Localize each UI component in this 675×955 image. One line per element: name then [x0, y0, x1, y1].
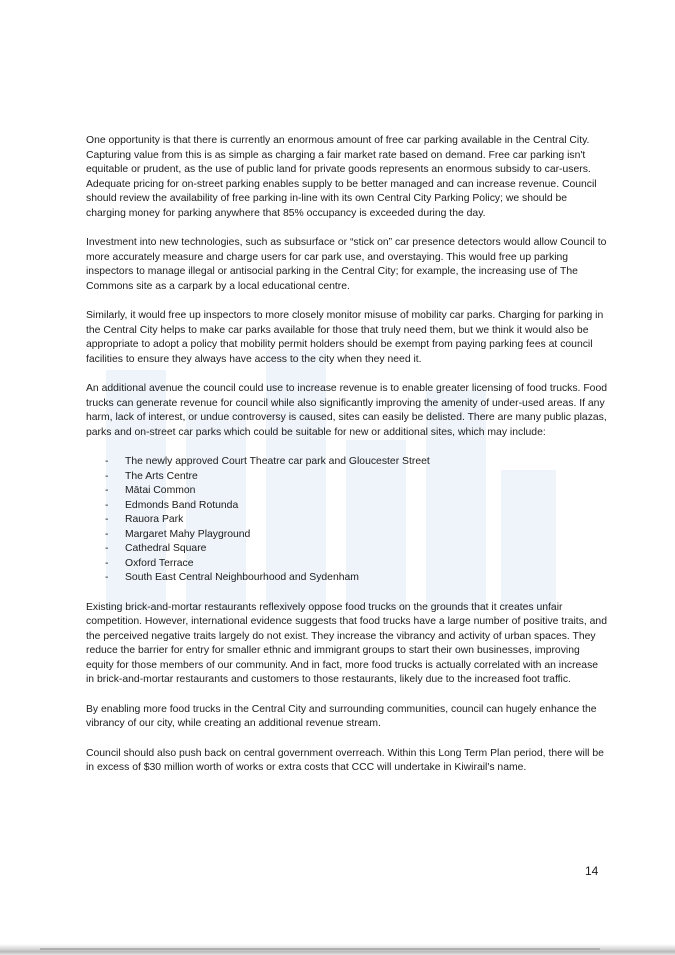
bullet-dash: -: [105, 456, 109, 467]
paragraph-free-parking: One opportunity is that there is currently an enormous amount of free car parking available in the Central City. Capturing value from this is as simple as charging a fair market rate based on demand. Free car parking isn't equitable or prudent, as the use of public land for private goods represents an enormous subsidy to car-users. Adequate pricing for on-street parking enables supply to be better managed and can increase revenue. Council should review the availability of free parking in-line with its own Central City Parking Policy; we should be charging money for parking anywhere that 85% occupancy is exceeded during the day.: [86, 135, 597, 219]
list-item-text: Oxford Terrace: [125, 557, 194, 569]
bullet-dash: -: [105, 470, 109, 482]
paragraph-food-truck-evidence: Existing brick-and-mortar restaurants reflexively oppose food trucks on the grounds that it creates unfair competition. However, international evidence suggests that food trucks have a large number of positive traits, and the perceived negative traits largely do not exist. They increase the vibrancy and activity of urban spaces. They reduce the barrier for entry for smaller ethnic and immigrant groups to start their own businesses, improving equity for those members of our community. And in fact, more food trucks is actually correlated with an increase in brick-and-mortar restaurants and customers to those restaurants, likely due to the increased foot traffic.: [86, 601, 607, 685]
list-item-text: Margaret Mahy Playground: [125, 528, 251, 540]
list-item: [86, 571, 608, 586]
list-item-text: The Arts Centre: [125, 470, 198, 482]
list-item: [86, 455, 608, 470]
bullet-dash: -: [105, 557, 109, 569]
scan-edge-line: [40, 948, 600, 950]
list-item: [86, 484, 608, 499]
list-item-text: Mātai Common: [125, 485, 196, 496]
list-item: [86, 557, 608, 572]
list-item-text: Edmonds Band Rotunda: [125, 499, 239, 511]
document-body: [86, 134, 608, 791]
list-item: [86, 528, 608, 543]
paragraph-food-trucks: An additional avenue the council could use to increase revenue is to enable greater licensing of food trucks. Food trucks can generate revenue for council while also significantly improving the amenity of under-used areas. If any harm, lack of interest, or undue controversy is caused, sites can easily be delisted. There are many public plazas, parks and on-street car parks which could be suitable for new or additional sites, which may include:: [86, 383, 608, 438]
bullet-dash: -: [105, 499, 109, 511]
list-item: [86, 513, 608, 528]
food-truck-sites-list: [86, 455, 608, 586]
paragraph-new-technologies: Investment into new technologies, such as subsurface or “stick on” car presence detectors would allow Council to more accurately measure and charge users for car park use, and overstaying. This would free up parking inspectors to manage illegal or antisocial parking in the Central City; for example, the increasing use of The Commons site as a carpark by a local educational centre.: [86, 237, 607, 292]
list-item-text: The newly approved Court Theatre car park and Gloucester Street: [125, 456, 430, 467]
list-item: [86, 499, 608, 514]
paragraph-central-government: Council should also push back on central government overreach. Within this Long Term Plan period, there will be in excess of $30 million worth of works or extra costs that CCC will undertake in Kiwirail's name.: [86, 747, 604, 773]
paragraph-food-truck-vibrancy: By enabling more food trucks in the Central City and surrounding communities, council can hugely enhance the vibrancy of our city, while creating an additional revenue stream.: [86, 703, 597, 729]
list-item-text: Cathedral Square: [125, 543, 207, 554]
bullet-dash: -: [105, 528, 109, 540]
bullet-dash: -: [105, 572, 109, 583]
paragraph-mobility-parks: Similarly, it would free up inspectors to more closely monitor misuse of mobility car parks. Charging for parking in the Central City helps to make car parks available for those that truly need them, but we think it would also be appropriate to adopt a policy that mobility permit holders should be exempt from paying parking fees at council facilities to ensure they always have access to the city when they need it.: [86, 310, 604, 365]
list-item-text: South East Central Neighbourhood and Sydenham: [125, 572, 359, 583]
bullet-dash: -: [105, 485, 109, 496]
list-item: [86, 470, 608, 485]
bullet-dash: -: [105, 514, 109, 525]
list-item-text: Rauora Park: [125, 514, 184, 525]
list-item: [86, 542, 608, 557]
page-number: 14: [585, 864, 599, 878]
bullet-dash: -: [105, 543, 109, 554]
